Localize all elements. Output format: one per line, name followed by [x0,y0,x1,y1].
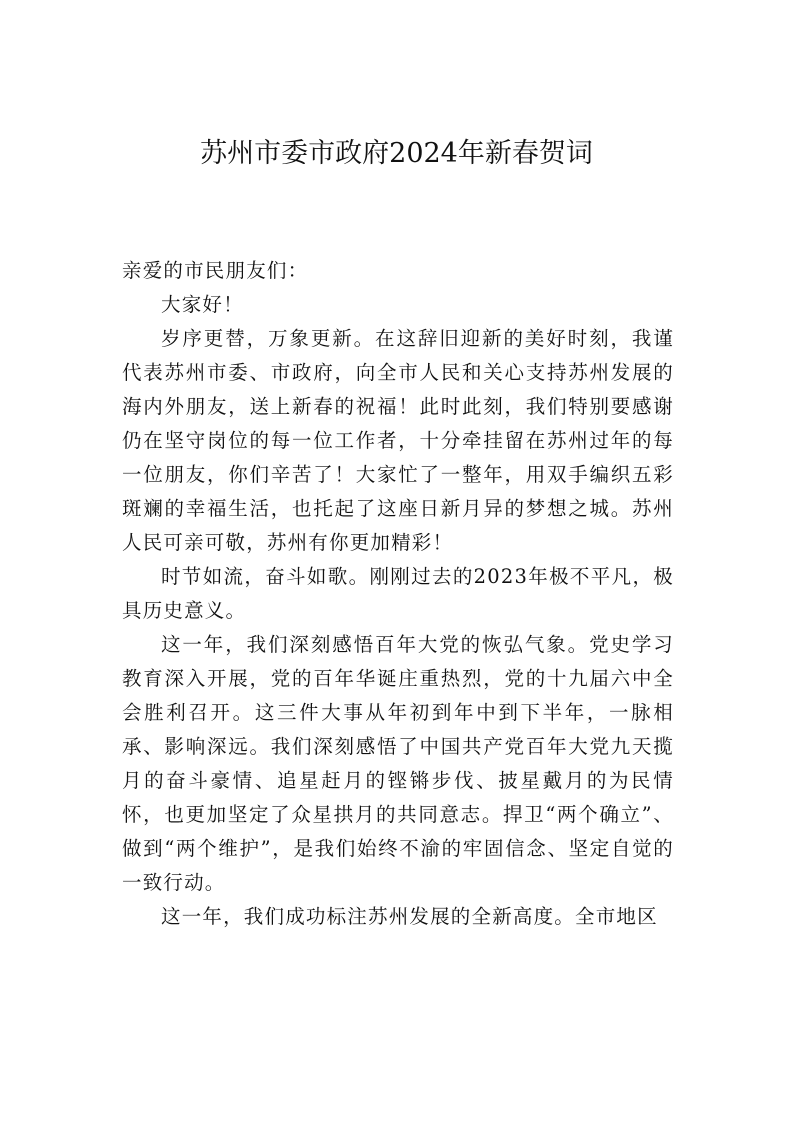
paragraph-development: 这一年，我们成功标注苏州发展的全新高度。全市地区 [161,905,658,928]
paragraph-new-year-wishes: 岁序更替，万象更新。在这辞旧迎新的美好时刻，我谨代表苏州市委、市政府，向全市人民和关心支持苏州发展的海内外朋友，送上新春的祝福！此时此刻，我们特别要感谢仍在坚守岗位的每一位工作者，十分牵挂留在苏州过年的每一位朋友，你们辛苦了！大家忙了一整年，用双手编织五彩斑斓的幸福生活，也托起了这座日新月异的梦想之城。苏州人民可亲可敬，苏州有你更加精彩！ [122,327,674,554]
salutation: 亲爱的市民朋友们： [122,259,309,282]
document-body [122,254,674,934]
paragraph-greeting: 大家好！ [161,293,244,316]
document-title: 苏州市委市政府2024年新春贺词 [200,138,593,169]
paragraph-year-review: 时节如流，奋斗如歌。刚刚过去的2023年极不平凡，极具历史意义。 [122,565,674,622]
paragraph-party-history: 这一年，我们深刻感悟百年大党的恢弘气象。党史学习教育深入开展，党的百年华诞庄重热烈，党的十九届六中全会胜利召开。这三件大事从年初到年中到下半年，一脉相承、影响深远。我们深刻感悟了中国共产党百年大党九天揽月的奋斗豪情、追星赶月的铿锵步伐、披星戴月的为民情怀，也更加坚定了众星拱月的共同意志。捍卫“两个确立”、做到“两个维护”，是我们始终不渝的牢固信念、坚定自觉的一致行动。 [122,633,674,894]
